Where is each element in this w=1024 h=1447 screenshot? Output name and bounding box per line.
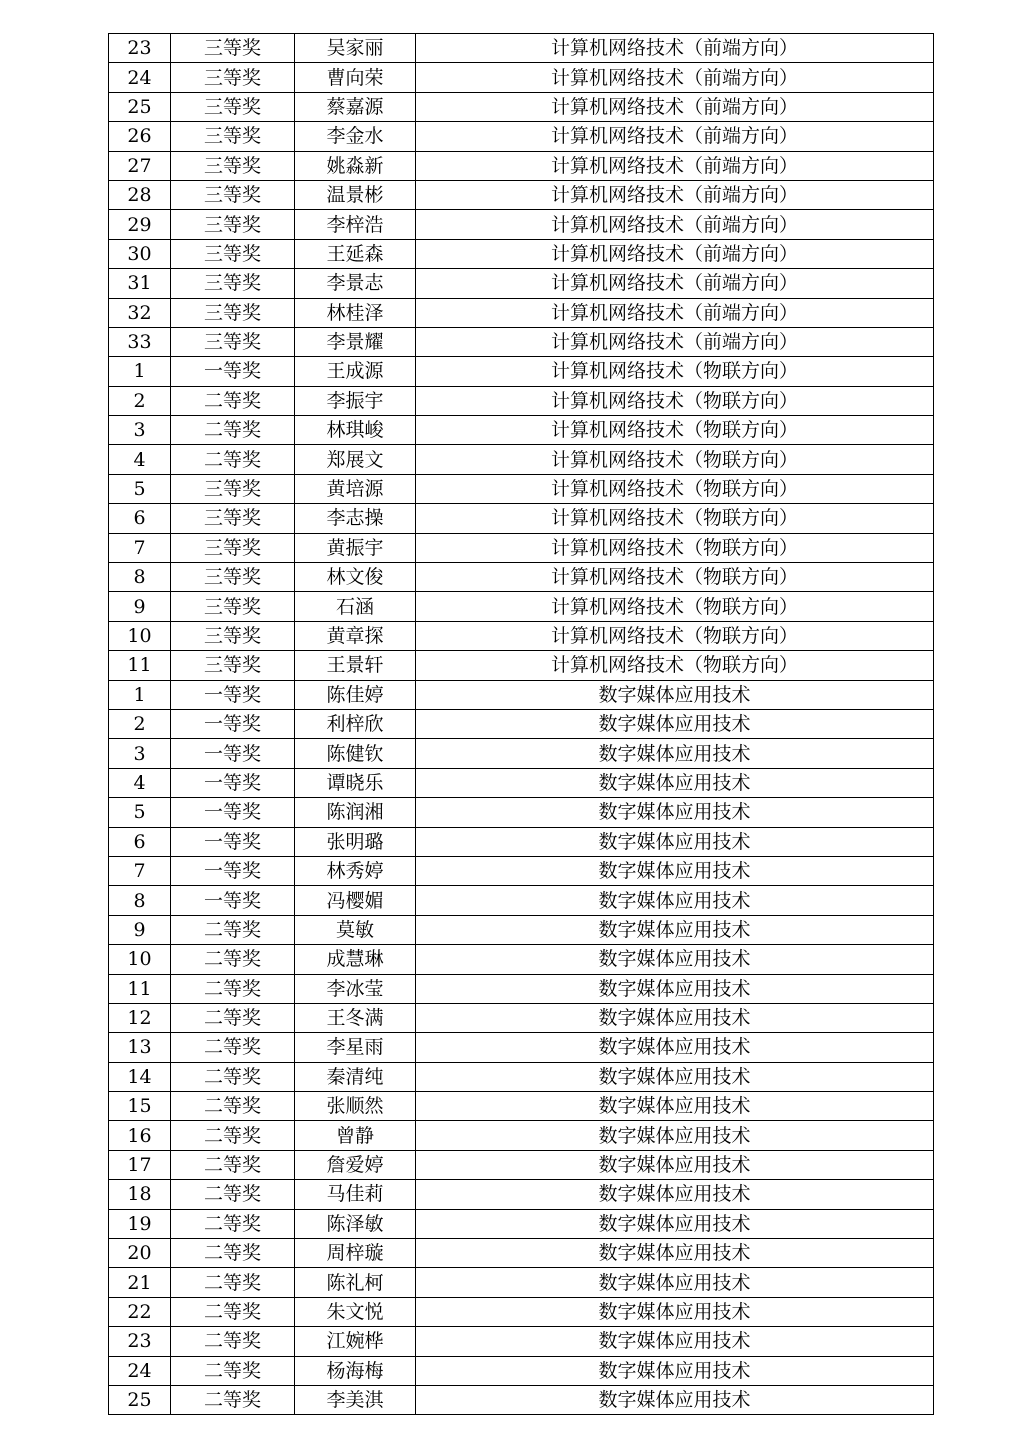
table-row — [109, 1356, 934, 1385]
row-number-cell: 8 — [109, 886, 171, 915]
major-cell: 计算机网络技术（物联方向） — [416, 563, 934, 592]
award-level-cell: 三等奖 — [171, 239, 295, 268]
award-level-cell: 三等奖 — [171, 34, 295, 63]
row-number-cell: 18 — [109, 1180, 171, 1209]
award-level-cell: 二等奖 — [171, 1268, 295, 1297]
student-name-cell: 姚淼新 — [295, 151, 416, 180]
award-level-cell: 二等奖 — [171, 386, 295, 415]
student-name-cell: 李星雨 — [295, 1033, 416, 1062]
major-cell: 数字媒体应用技术 — [416, 827, 934, 856]
award-level-cell: 二等奖 — [171, 1150, 295, 1179]
student-name-cell: 林秀婷 — [295, 856, 416, 885]
student-name-cell: 李梓浩 — [295, 210, 416, 239]
award-level-cell: 三等奖 — [171, 563, 295, 592]
award-level-cell: 三等奖 — [171, 592, 295, 621]
student-name-cell: 曹向荣 — [295, 63, 416, 92]
table-row — [109, 504, 934, 533]
major-cell: 数字媒体应用技术 — [416, 1297, 934, 1326]
row-number-cell: 3 — [109, 739, 171, 768]
table-row — [109, 1209, 934, 1238]
major-cell: 数字媒体应用技术 — [416, 915, 934, 944]
major-cell: 数字媒体应用技术 — [416, 1150, 934, 1179]
row-number-cell: 23 — [109, 34, 171, 63]
award-level-cell: 二等奖 — [171, 1062, 295, 1091]
award-level-cell: 二等奖 — [171, 1180, 295, 1209]
award-level-cell: 三等奖 — [171, 533, 295, 562]
table-row — [109, 1385, 934, 1414]
student-name-cell: 陈泽敏 — [295, 1209, 416, 1238]
major-cell: 数字媒体应用技术 — [416, 1121, 934, 1150]
major-cell: 数字媒体应用技术 — [416, 1268, 934, 1297]
row-number-cell: 5 — [109, 474, 171, 503]
table-row — [109, 327, 934, 356]
major-cell: 数字媒体应用技术 — [416, 709, 934, 738]
row-number-cell: 8 — [109, 563, 171, 592]
major-cell: 计算机网络技术（物联方向） — [416, 445, 934, 474]
table-row — [109, 416, 934, 445]
row-number-cell: 22 — [109, 1297, 171, 1326]
table-row — [109, 592, 934, 621]
award-level-cell: 一等奖 — [171, 739, 295, 768]
row-number-cell: 17 — [109, 1150, 171, 1179]
table-row — [109, 856, 934, 885]
row-number-cell: 33 — [109, 327, 171, 356]
student-name-cell: 李美淇 — [295, 1385, 416, 1414]
award-level-cell: 三等奖 — [171, 651, 295, 680]
major-cell: 计算机网络技术（前端方向） — [416, 269, 934, 298]
major-cell: 计算机网络技术（物联方向） — [416, 474, 934, 503]
major-cell: 数字媒体应用技术 — [416, 974, 934, 1003]
table-row — [109, 122, 934, 151]
student-name-cell: 李金水 — [295, 122, 416, 151]
student-name-cell: 秦清纯 — [295, 1062, 416, 1091]
major-cell: 数字媒体应用技术 — [416, 1327, 934, 1356]
major-cell: 计算机网络技术（物联方向） — [416, 386, 934, 415]
award-list-body — [109, 34, 934, 1415]
award-level-cell: 二等奖 — [171, 974, 295, 1003]
row-number-cell: 20 — [109, 1239, 171, 1268]
student-name-cell: 王景轩 — [295, 651, 416, 680]
row-number-cell: 23 — [109, 1327, 171, 1356]
major-cell: 计算机网络技术（前端方向） — [416, 63, 934, 92]
major-cell: 计算机网络技术（前端方向） — [416, 298, 934, 327]
row-number-cell: 31 — [109, 269, 171, 298]
student-name-cell: 林琪峻 — [295, 416, 416, 445]
student-name-cell: 王延森 — [295, 239, 416, 268]
table-row — [109, 1092, 934, 1121]
student-name-cell: 郑展文 — [295, 445, 416, 474]
student-name-cell: 张明璐 — [295, 827, 416, 856]
table-row — [109, 1121, 934, 1150]
table-row — [109, 1150, 934, 1179]
student-name-cell: 马佳莉 — [295, 1180, 416, 1209]
student-name-cell: 谭晓乐 — [295, 768, 416, 797]
row-number-cell: 12 — [109, 1003, 171, 1032]
student-name-cell: 李景志 — [295, 269, 416, 298]
major-cell: 计算机网络技术（物联方向） — [416, 416, 934, 445]
student-name-cell: 成慧琳 — [295, 945, 416, 974]
row-number-cell: 16 — [109, 1121, 171, 1150]
table-row — [109, 651, 934, 680]
row-number-cell: 19 — [109, 1209, 171, 1238]
row-number-cell: 9 — [109, 915, 171, 944]
table-row — [109, 1297, 934, 1326]
student-name-cell: 冯樱媚 — [295, 886, 416, 915]
student-name-cell: 王成源 — [295, 357, 416, 386]
major-cell: 计算机网络技术（物联方向） — [416, 504, 934, 533]
major-cell: 数字媒体应用技术 — [416, 1033, 934, 1062]
student-name-cell: 江婉桦 — [295, 1327, 416, 1356]
award-level-cell: 二等奖 — [171, 1033, 295, 1062]
award-level-cell: 一等奖 — [171, 680, 295, 709]
award-level-cell: 二等奖 — [171, 1356, 295, 1385]
award-level-cell: 二等奖 — [171, 445, 295, 474]
row-number-cell: 21 — [109, 1268, 171, 1297]
row-number-cell: 14 — [109, 1062, 171, 1091]
student-name-cell: 陈润湘 — [295, 798, 416, 827]
award-level-cell: 二等奖 — [171, 915, 295, 944]
major-cell: 数字媒体应用技术 — [416, 1003, 934, 1032]
table-row — [109, 63, 934, 92]
student-name-cell: 张顺然 — [295, 1092, 416, 1121]
award-level-cell: 一等奖 — [171, 827, 295, 856]
award-level-cell: 一等奖 — [171, 886, 295, 915]
award-level-cell: 三等奖 — [171, 180, 295, 209]
student-name-cell: 陈健钦 — [295, 739, 416, 768]
row-number-cell: 11 — [109, 651, 171, 680]
award-level-cell: 三等奖 — [171, 298, 295, 327]
award-list-table — [108, 33, 934, 1415]
student-name-cell: 温景彬 — [295, 180, 416, 209]
row-number-cell: 28 — [109, 180, 171, 209]
table-row — [109, 92, 934, 121]
table-row — [109, 621, 934, 650]
table-row — [109, 563, 934, 592]
row-number-cell: 2 — [109, 709, 171, 738]
student-name-cell: 林文俊 — [295, 563, 416, 592]
major-cell: 计算机网络技术（前端方向） — [416, 210, 934, 239]
award-level-cell: 三等奖 — [171, 210, 295, 239]
major-cell: 计算机网络技术（物联方向） — [416, 357, 934, 386]
row-number-cell: 3 — [109, 416, 171, 445]
student-name-cell: 陈佳婷 — [295, 680, 416, 709]
table-row — [109, 827, 934, 856]
row-number-cell: 2 — [109, 386, 171, 415]
major-cell: 数字媒体应用技术 — [416, 798, 934, 827]
row-number-cell: 6 — [109, 827, 171, 856]
major-cell: 数字媒体应用技术 — [416, 1092, 934, 1121]
table-row — [109, 886, 934, 915]
major-cell: 数字媒体应用技术 — [416, 739, 934, 768]
award-level-cell: 一等奖 — [171, 798, 295, 827]
row-number-cell: 1 — [109, 680, 171, 709]
table-row — [109, 386, 934, 415]
table-row — [109, 269, 934, 298]
student-name-cell: 李志操 — [295, 504, 416, 533]
table-row — [109, 1180, 934, 1209]
table-row — [109, 739, 934, 768]
table-row — [109, 709, 934, 738]
major-cell: 计算机网络技术（物联方向） — [416, 621, 934, 650]
table-row — [109, 298, 934, 327]
table-row — [109, 210, 934, 239]
student-name-cell: 周梓璇 — [295, 1239, 416, 1268]
table-row — [109, 239, 934, 268]
major-cell: 计算机网络技术（物联方向） — [416, 533, 934, 562]
row-number-cell: 25 — [109, 1385, 171, 1414]
student-name-cell: 陈礼柯 — [295, 1268, 416, 1297]
award-level-cell: 二等奖 — [171, 1209, 295, 1238]
student-name-cell: 利梓欣 — [295, 709, 416, 738]
row-number-cell: 6 — [109, 504, 171, 533]
award-level-cell: 三等奖 — [171, 474, 295, 503]
row-number-cell: 7 — [109, 533, 171, 562]
award-level-cell: 一等奖 — [171, 357, 295, 386]
major-cell: 计算机网络技术（前端方向） — [416, 92, 934, 121]
major-cell: 计算机网络技术（物联方向） — [416, 651, 934, 680]
table-row — [109, 974, 934, 1003]
major-cell: 数字媒体应用技术 — [416, 1356, 934, 1385]
award-level-cell: 二等奖 — [171, 945, 295, 974]
award-level-cell: 二等奖 — [171, 1239, 295, 1268]
table-row — [109, 180, 934, 209]
major-cell: 计算机网络技术（前端方向） — [416, 151, 934, 180]
row-number-cell: 26 — [109, 122, 171, 151]
table-row — [109, 151, 934, 180]
student-name-cell: 黄培源 — [295, 474, 416, 503]
row-number-cell: 10 — [109, 945, 171, 974]
major-cell: 数字媒体应用技术 — [416, 945, 934, 974]
row-number-cell: 25 — [109, 92, 171, 121]
award-level-cell: 三等奖 — [171, 122, 295, 151]
major-cell: 计算机网络技术（物联方向） — [416, 592, 934, 621]
award-level-cell: 三等奖 — [171, 269, 295, 298]
award-level-cell: 一等奖 — [171, 856, 295, 885]
award-level-cell: 三等奖 — [171, 504, 295, 533]
student-name-cell: 朱文悦 — [295, 1297, 416, 1326]
row-number-cell: 10 — [109, 621, 171, 650]
row-number-cell: 11 — [109, 974, 171, 1003]
row-number-cell: 13 — [109, 1033, 171, 1062]
row-number-cell: 15 — [109, 1092, 171, 1121]
table-row — [109, 768, 934, 797]
award-level-cell: 二等奖 — [171, 1297, 295, 1326]
row-number-cell: 4 — [109, 445, 171, 474]
student-name-cell: 李景耀 — [295, 327, 416, 356]
row-number-cell: 5 — [109, 798, 171, 827]
student-name-cell: 李冰莹 — [295, 974, 416, 1003]
student-name-cell: 詹爱婷 — [295, 1150, 416, 1179]
student-name-cell: 曾静 — [295, 1121, 416, 1150]
major-cell: 计算机网络技术（前端方向） — [416, 180, 934, 209]
student-name-cell: 林桂泽 — [295, 298, 416, 327]
student-name-cell: 石涵 — [295, 592, 416, 621]
table-row — [109, 1003, 934, 1032]
table-row — [109, 1239, 934, 1268]
row-number-cell: 4 — [109, 768, 171, 797]
major-cell: 数字媒体应用技术 — [416, 1239, 934, 1268]
award-level-cell: 三等奖 — [171, 92, 295, 121]
major-cell: 数字媒体应用技术 — [416, 886, 934, 915]
row-number-cell: 29 — [109, 210, 171, 239]
major-cell: 数字媒体应用技术 — [416, 856, 934, 885]
award-level-cell: 二等奖 — [171, 416, 295, 445]
award-level-cell: 三等奖 — [171, 63, 295, 92]
award-level-cell: 一等奖 — [171, 709, 295, 738]
major-cell: 数字媒体应用技术 — [416, 1180, 934, 1209]
award-level-cell: 三等奖 — [171, 151, 295, 180]
row-number-cell: 24 — [109, 1356, 171, 1385]
table-row — [109, 1327, 934, 1356]
student-name-cell: 王冬满 — [295, 1003, 416, 1032]
row-number-cell: 24 — [109, 63, 171, 92]
major-cell: 计算机网络技术（前端方向） — [416, 239, 934, 268]
major-cell: 数字媒体应用技术 — [416, 1385, 934, 1414]
award-level-cell: 三等奖 — [171, 621, 295, 650]
table-row — [109, 357, 934, 386]
major-cell: 计算机网络技术（前端方向） — [416, 327, 934, 356]
row-number-cell: 1 — [109, 357, 171, 386]
major-cell: 计算机网络技术（前端方向） — [416, 34, 934, 63]
student-name-cell: 杨海梅 — [295, 1356, 416, 1385]
award-level-cell: 二等奖 — [171, 1385, 295, 1414]
award-level-cell: 三等奖 — [171, 327, 295, 356]
table-row — [109, 798, 934, 827]
table-row — [109, 474, 934, 503]
student-name-cell: 蔡嘉源 — [295, 92, 416, 121]
award-level-cell: 二等奖 — [171, 1121, 295, 1150]
row-number-cell: 27 — [109, 151, 171, 180]
table-row — [109, 445, 934, 474]
table-row — [109, 680, 934, 709]
row-number-cell: 9 — [109, 592, 171, 621]
row-number-cell: 32 — [109, 298, 171, 327]
student-name-cell: 黄章探 — [295, 621, 416, 650]
award-level-cell: 一等奖 — [171, 768, 295, 797]
major-cell: 数字媒体应用技术 — [416, 680, 934, 709]
major-cell: 数字媒体应用技术 — [416, 1209, 934, 1238]
table-row — [109, 34, 934, 63]
major-cell: 计算机网络技术（前端方向） — [416, 122, 934, 151]
table-row — [109, 915, 934, 944]
major-cell: 数字媒体应用技术 — [416, 1062, 934, 1091]
student-name-cell: 吴家丽 — [295, 34, 416, 63]
table-row — [109, 533, 934, 562]
award-level-cell: 二等奖 — [171, 1003, 295, 1032]
table-row — [109, 1062, 934, 1091]
major-cell: 数字媒体应用技术 — [416, 768, 934, 797]
student-name-cell: 莫敏 — [295, 915, 416, 944]
student-name-cell: 李振宇 — [295, 386, 416, 415]
award-level-cell: 二等奖 — [171, 1327, 295, 1356]
table-row — [109, 1033, 934, 1062]
table-row — [109, 1268, 934, 1297]
row-number-cell: 30 — [109, 239, 171, 268]
student-name-cell: 黄振宇 — [295, 533, 416, 562]
table-row — [109, 945, 934, 974]
award-level-cell: 二等奖 — [171, 1092, 295, 1121]
row-number-cell: 7 — [109, 856, 171, 885]
